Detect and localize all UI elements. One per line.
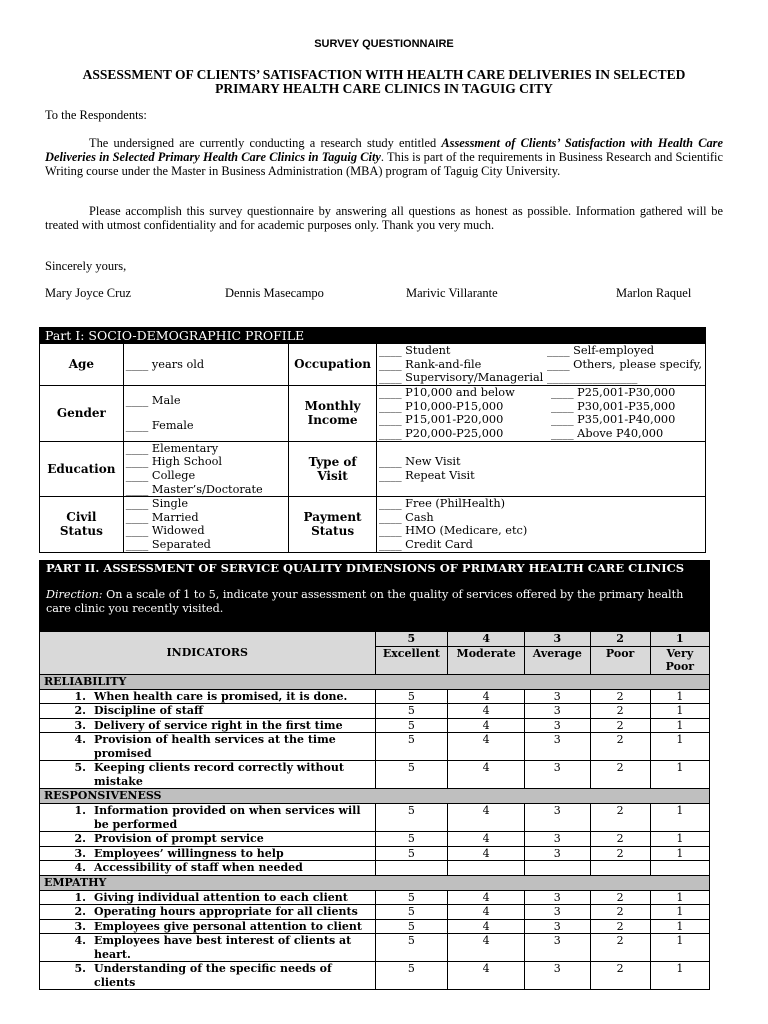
indicator-cell [40,718,376,733]
payment-status-label [289,497,377,552]
education-label: Education [40,441,124,496]
occupation-label: Occupation [289,344,377,386]
rating-cell[interactable]: 4 [448,846,525,861]
indicator-text: Provision of prompt service [94,832,264,845]
civil-status-option[interactable]: ____ Married [125,510,199,524]
survey-heading: SURVEY QUESTIONNAIRE [314,38,454,50]
table-row [40,761,710,789]
rating-cell[interactable]: 5 [375,846,448,861]
rating-cell[interactable]: 3 [525,718,590,733]
rating-cell[interactable] [375,861,448,876]
table-row [40,689,710,704]
part1-header: Part I: SOCIO-DEMOGRAPHIC PROFILE [40,328,706,344]
indicator-cell [40,861,376,876]
indicator-text: Accessibility of staff when needed [94,861,303,874]
rating-cell[interactable]: 4 [448,804,525,832]
age-field[interactable]: ____ years old [123,344,288,386]
indicator-text: Giving individual attention to each client [94,890,348,904]
income-option[interactable]: ____ P20,000-P25,000 [379,426,504,440]
rating-cell[interactable]: 4 [448,962,525,990]
indicator-cell [40,846,376,861]
table-row [40,861,710,876]
age-label: Age [40,344,124,386]
indicator-number: 3. [74,846,86,860]
occupation-specify-line[interactable]: ________________ [547,371,638,385]
rating-cell[interactable]: 4 [448,905,525,920]
visit-options [377,441,706,496]
rating-cell[interactable]: 2 [590,689,650,704]
rating-cell[interactable]: 5 [375,962,448,990]
visit-label-line: Visit [317,468,348,483]
rating-cell[interactable]: 2 [590,846,650,861]
rating-cell[interactable]: 3 [525,846,590,861]
rating-cell[interactable]: 2 [590,905,650,920]
indicator-text: Provision of health services at the time promised [94,733,336,760]
rating-cell[interactable]: 3 [525,761,590,789]
table-row [40,733,710,761]
indicator-cell [40,704,376,719]
indicator-number: 3. [74,718,86,732]
indicator-number: 2. [74,905,86,918]
rating-cell[interactable]: 1 [650,832,709,847]
civil-status-label [40,497,124,552]
indicator-number: 1. [74,689,86,703]
payment-option[interactable]: ____ Credit Card [379,537,473,551]
instruction-paragraph [45,204,723,232]
indicator-cell [40,733,376,761]
table-row [40,704,710,719]
indicator-number: 5. [74,761,86,774]
rating-cell[interactable]: 3 [525,733,590,761]
rating-cell[interactable]: 2 [590,919,650,934]
section-row [40,875,710,890]
visit-option[interactable]: ____ New Visit [379,455,461,469]
indicator-number: 2. [74,704,86,717]
rating-cell[interactable]: 5 [375,905,448,920]
rating-cell[interactable]: 1 [650,761,709,789]
occupation-options [377,344,706,386]
rating-cell[interactable]: 3 [525,934,590,962]
direction-label: Direction: [46,588,103,601]
direction-text: On a scale of 1 to 5, indicate your assessment on the quality of services offered by the primary health care clinic you recently visited. [46,588,684,615]
rating-cell[interactable]: 2 [590,704,650,719]
rating-cell[interactable]: 1 [650,934,709,962]
rating-cell[interactable]: 5 [375,718,448,733]
civil-status-option[interactable]: ____ Separated [125,537,211,551]
researcher-name: Marlon Raquel [616,286,692,300]
rating-cell[interactable]: 5 [375,804,448,832]
visit-option[interactable]: ____ Repeat Visit [379,468,475,482]
indicator-text: Discipline of staff [94,704,203,717]
scale-number: 3 [525,632,590,647]
rating-cell[interactable]: 2 [590,832,650,847]
indicator-number: 4. [74,733,86,746]
rating-cell[interactable]: 4 [448,704,525,719]
income-option[interactable]: ____ Above P40,000 [551,426,664,440]
indicator-text: Operating hours appropriate for all clients [94,905,358,918]
income-option[interactable]: ____ P30,001-P35,000 [551,399,676,413]
occupation-option[interactable]: ____ Student [379,344,451,357]
rating-cell[interactable]: 4 [448,733,525,761]
scale-number: 2 [590,632,650,647]
indicator-cell [40,934,376,962]
visit-label [289,441,377,496]
income-option[interactable]: ____ P10,000-P15,000 [379,399,504,413]
income-label [289,385,377,441]
intro-text-b: . This is part of the requirements in Business Research and Scientific Writing course under the Master in Business Administration (MBA) program of Taguig City University. [45,150,723,178]
income-options [377,385,706,441]
indicator-number: 3. [74,919,86,933]
scale-label: Poor [590,646,650,674]
rating-cell[interactable]: 2 [590,890,650,905]
education-option[interactable]: ____ Master’s/Doctorate [125,482,263,496]
income-option[interactable]: ____ P10,000 and below [379,386,515,400]
occupation-option[interactable]: ____ Others, please specify, [547,357,702,371]
section-row [40,674,710,689]
indicator-number: 4. [74,934,86,947]
rating-cell[interactable]: 1 [650,689,709,704]
rating-cell[interactable]: 1 [650,733,709,761]
rating-cell[interactable]: 5 [375,934,448,962]
civil-status-option[interactable]: ____ Widowed [125,524,205,538]
indicator-number: 1. [74,804,86,817]
rating-cell[interactable]: 3 [525,890,590,905]
researcher-name: Dennis Masecampo [225,286,324,300]
intro-paragraph [45,136,723,178]
rating-cell[interactable]: 4 [448,919,525,934]
indicator-cell [40,804,376,832]
table-row [40,804,710,832]
occupation-option[interactable]: ____ Rank-and-file [379,357,482,371]
rating-cell[interactable]: 3 [525,919,590,934]
gender-options [123,385,288,441]
rating-cell[interactable]: 4 [448,934,525,962]
civil-label-line: Status [59,524,103,539]
part2-title: PART II. ASSESSMENT OF SERVICE QUALITY DIMENSIONS OF PRIMARY HEALTH CARE CLINICS [46,561,685,575]
rating-cell[interactable] [650,861,709,876]
gender-label: Gender [40,385,124,441]
rating-cell[interactable]: 1 [650,804,709,832]
civil-status-options [123,497,288,552]
scale-label: Very Poor [650,646,709,674]
rating-cell[interactable]: 1 [650,962,709,990]
rating-cell[interactable]: 4 [448,761,525,789]
scale-number: 1 [650,632,709,647]
income-option[interactable]: ____ P35,001-P40,000 [551,413,676,427]
rating-cell[interactable]: 1 [650,905,709,920]
scale-label: Average [525,646,590,674]
indicator-cell [40,890,376,905]
scale-label: Excellent [375,646,448,674]
education-option[interactable]: ____ College [125,468,196,482]
rating-cell[interactable]: 2 [590,962,650,990]
education-options [123,441,288,496]
rating-cell[interactable]: 4 [448,832,525,847]
indicator-text: When health care is promised, it is done. [94,689,348,703]
rating-cell[interactable]: 1 [650,718,709,733]
indicator-text: Employees give personal attention to client [94,919,362,933]
instruction-text: Please accomplish this survey questionnaire by answering all questions as honest as possible. Information gathered will be treated with utmost confidentiality and for academic purposes only. Thank you very much. [45,204,723,232]
table-row [40,934,710,962]
title-line-2: PRIMARY HEALTH CARE CLINICS IN TAGUIG CITY [215,81,553,96]
indicators-header: INDICATORS [40,632,376,675]
rating-cell[interactable] [590,861,650,876]
indicator-text: Employees have best interest of clients at heart. [94,934,352,961]
rating-cell[interactable] [448,861,525,876]
rating-cell[interactable]: 5 [375,761,448,789]
occupation-option[interactable]: ____ Self-employed [547,344,655,357]
table-row [40,919,710,934]
part2-direction [46,588,706,616]
rating-cell[interactable]: 4 [448,890,525,905]
rating-cell[interactable] [525,861,590,876]
socio-demographic-table [39,327,706,553]
rating-cell[interactable]: 5 [375,733,448,761]
civil-label-line: Civil [66,510,97,525]
indicator-number: 5. [74,962,86,975]
indicator-text: Employees’ willingness to help [94,846,284,860]
section-name: EMPATHY [40,875,710,890]
rating-cell[interactable]: 3 [525,689,590,704]
study-title: Assessment of Clients’ Satisfaction with Health Care Deliveries in Selected Primary Health Care Clinics in Taguig City [45,136,723,164]
rating-cell[interactable]: 2 [590,934,650,962]
section-name: RESPONSIVENESS [40,789,710,804]
table-row [40,905,710,920]
gender-option[interactable]: ____ Male [125,393,181,407]
income-label-line: Income [307,413,358,428]
indicator-text: Delivery of service right in the first time [94,718,343,732]
rating-cell[interactable]: 3 [525,832,590,847]
education-option[interactable]: ____ High School [125,455,223,469]
indicator-number: 2. [74,832,86,845]
rating-cell[interactable]: 3 [525,905,590,920]
indicator-number: 1. [74,890,86,904]
part2-header-box [39,560,710,631]
rating-cell[interactable]: 1 [650,890,709,905]
rating-cell[interactable]: 2 [590,733,650,761]
main-title [44,68,724,96]
payment-option[interactable]: ____ Free (PhilHealth) [379,497,506,511]
payment-option[interactable]: ____ Cash [379,510,434,524]
rating-cell[interactable]: 2 [590,804,650,832]
table-row [40,718,710,733]
indicator-cell [40,905,376,920]
education-option[interactable]: ____ Elementary [125,441,219,455]
service-quality-table [39,631,710,990]
rating-cell[interactable]: 2 [590,761,650,789]
rating-cell[interactable]: 5 [375,890,448,905]
payment-option[interactable]: ____ HMO (Medicare, etc) [379,524,528,538]
scale-label: Moderate [448,646,525,674]
researcher-name: Marivic Villarante [406,286,498,300]
salutation: To the Respondents: [45,108,147,122]
closing: Sincerely yours, [45,259,127,273]
table-row [40,962,710,990]
section-name: RELIABILITY [40,674,710,689]
section-row [40,789,710,804]
rating-cell[interactable]: 3 [525,804,590,832]
rating-cell[interactable]: 1 [650,704,709,719]
indicator-cell [40,962,376,990]
income-option[interactable]: ____ P15,001-P20,000 [379,413,504,427]
indicator-cell [40,689,376,704]
rating-cell[interactable]: 3 [525,962,590,990]
title-line-1: ASSESSMENT OF CLIENTS’ SATISFACTION WITH HEALTH CARE DELIVERIES IN SELECTED [82,67,686,82]
rating-cell[interactable]: 1 [650,846,709,861]
rating-cell[interactable]: 5 [375,832,448,847]
rating-cell[interactable]: 2 [590,718,650,733]
payment-label-line: Status [311,524,355,539]
rating-cell[interactable]: 5 [375,704,448,719]
rating-cell[interactable]: 5 [375,689,448,704]
rating-cell[interactable]: 3 [525,704,590,719]
indicator-cell [40,919,376,934]
indicator-text: Information provided on when services will be performed [94,804,361,831]
researcher-name: Mary Joyce Cruz [45,286,132,300]
indicator-cell [40,761,376,789]
occupation-option[interactable]: ____ Supervisory/Managerial [379,371,544,385]
intro-text-a: The undersigned are currently conducting a research study entitled [89,136,442,150]
gender-option[interactable]: ____ Female [125,419,194,433]
scale-number: 5 [375,632,448,647]
rating-cell[interactable]: 5 [375,919,448,934]
scale-number: 4 [448,632,525,647]
income-label-line: Monthly [304,399,361,414]
rating-cell[interactable]: 1 [650,919,709,934]
payment-status-options [377,497,706,552]
visit-label-line: Type of [308,454,357,469]
table-row [40,832,710,847]
payment-label-line: Payment [303,510,362,525]
income-option[interactable]: ____ P25,001-P30,000 [551,386,676,400]
table-row [40,846,710,861]
rating-cell[interactable]: 4 [448,718,525,733]
indicator-text: Understanding of the specific needs of clients [94,962,332,989]
rating-cell[interactable]: 4 [448,689,525,704]
indicator-cell [40,832,376,847]
civil-status-option[interactable]: ____ Single [125,497,189,511]
indicator-number: 4. [74,861,86,874]
indicator-text: Keeping clients record correctly without mistake [94,761,344,788]
table-row [40,890,710,905]
